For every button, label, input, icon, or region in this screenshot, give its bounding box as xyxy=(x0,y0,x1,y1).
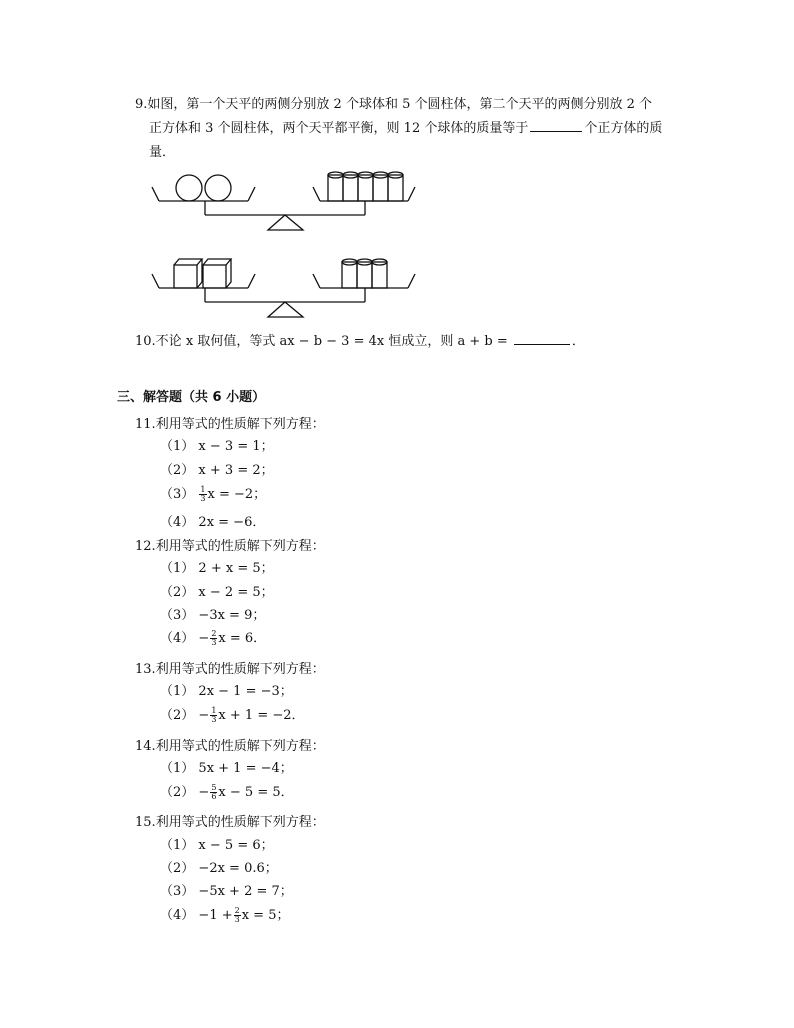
q9-text-b: 个正方体的质 xyxy=(584,121,663,136)
q11-prompt-text: 利用等式的性质解下列方程： xyxy=(155,417,325,432)
section-heading: 三、解答题（共 6 小题） xyxy=(117,390,266,405)
q15-prompt xyxy=(135,811,325,830)
q11-item-2: （2） x + 3 = 2； xyxy=(160,463,274,478)
q15-item-2: （2） −2x = 0.6； xyxy=(160,861,278,876)
q14-prompt xyxy=(135,735,325,754)
cylinder-icon xyxy=(343,172,358,201)
q10-line xyxy=(135,330,585,349)
fraction: $\frac{1}{3}$ xyxy=(200,485,206,503)
q13-item-1: （1） 2x − 1 = −3； xyxy=(160,684,293,699)
q9-text-a: 正方体和 3 个圆柱体，两个天平都平衡，则 12 个球体的质量等于 xyxy=(149,121,529,136)
q15-number: 15. xyxy=(135,815,156,830)
fraction: $\frac{5}{6}$ xyxy=(211,783,217,801)
q15-item-4: （4） −1 + $\frac{2}{3}$ x = 5； xyxy=(160,906,290,924)
cylinder-icon xyxy=(328,172,343,201)
cube-icon xyxy=(174,259,202,288)
sphere-icon xyxy=(176,175,202,201)
sphere-icon xyxy=(205,175,231,201)
q14-number: 14. xyxy=(135,739,156,754)
q10-equation: ax − b − 3 = 4x xyxy=(279,334,385,349)
q14-prompt-text: 利用等式的性质解下列方程： xyxy=(155,739,325,754)
cylinder-icon xyxy=(342,259,357,288)
q14-item-2: （2） − $\frac{5}{6}$ x − 5 = 5． xyxy=(160,783,294,801)
cylinder-icon xyxy=(357,259,372,288)
q12-number: 12. xyxy=(135,539,156,554)
q11-item-1: （1） x − 3 = 1； xyxy=(160,439,274,454)
q10-mid2: 恒成立，则 xyxy=(388,334,454,349)
q13-number: 13. xyxy=(135,662,156,677)
q15-prompt-text: 利用等式的性质解下列方程： xyxy=(155,815,325,830)
q15-item-3: （3） −5x + 2 = 7； xyxy=(160,884,293,899)
q10-answer-blank[interactable] xyxy=(514,332,570,345)
q9-line-2 xyxy=(149,117,662,136)
fraction: $\frac{2}{3}$ xyxy=(211,629,217,647)
q10-mid: 取何值，等式 xyxy=(197,334,276,349)
q10-sum: a + b = xyxy=(457,334,508,349)
q9-answer-blank[interactable] xyxy=(530,119,582,132)
q12-item-4: （4） − $\frac{2}{3}$ x = 6． xyxy=(160,629,267,647)
cube-icon xyxy=(203,259,231,288)
q12-prompt-text: 利用等式的性质解下列方程： xyxy=(155,539,325,554)
q15-item-1: （1） x − 5 = 6； xyxy=(160,838,274,853)
q12-item-2: （2） x − 2 = 5； xyxy=(160,585,274,600)
q11-item-4: （4） 2x = −6． xyxy=(160,515,266,530)
q10-end: ． xyxy=(571,334,585,349)
balance-figure-1 xyxy=(150,165,420,235)
q10-variable: x xyxy=(185,334,194,349)
cylinder-icon xyxy=(358,172,373,201)
q14-item-1: （1） 5x + 1 = −4； xyxy=(160,761,293,776)
q13-prompt-text: 利用等式的性质解下列方程： xyxy=(155,662,325,677)
cylinder-icon xyxy=(388,172,403,201)
balance-figure-2 xyxy=(150,252,420,322)
q12-prompt xyxy=(135,535,325,554)
q13-item-2: （2） − $\frac{1}{3}$ x + 1 = −2． xyxy=(160,706,305,724)
q13-prompt xyxy=(135,658,325,677)
q11-prompt xyxy=(135,413,325,432)
q9-line-3: 量． xyxy=(149,145,176,160)
cylinder-icon xyxy=(372,259,387,288)
q11-number: 11. xyxy=(135,417,156,432)
fraction: $\frac{1}{3}$ xyxy=(211,706,217,724)
fraction: $\frac{2}{3}$ xyxy=(234,906,240,924)
q11-item-3: （3） $\frac{1}{3}$ x = −2； xyxy=(160,485,267,503)
q12-item-1: （1） 2 + x = 5； xyxy=(160,561,274,576)
cylinder-icon xyxy=(373,172,388,201)
q9-line-1: 9.如图，第一个天平的两侧分别放 2 个球体和 5 个圆柱体，第二个天平的两侧分别放 2 个 xyxy=(135,97,653,112)
q10-prefix: 10.不论 xyxy=(135,334,182,349)
q12-item-3: （3） −3x = 9； xyxy=(160,608,266,623)
